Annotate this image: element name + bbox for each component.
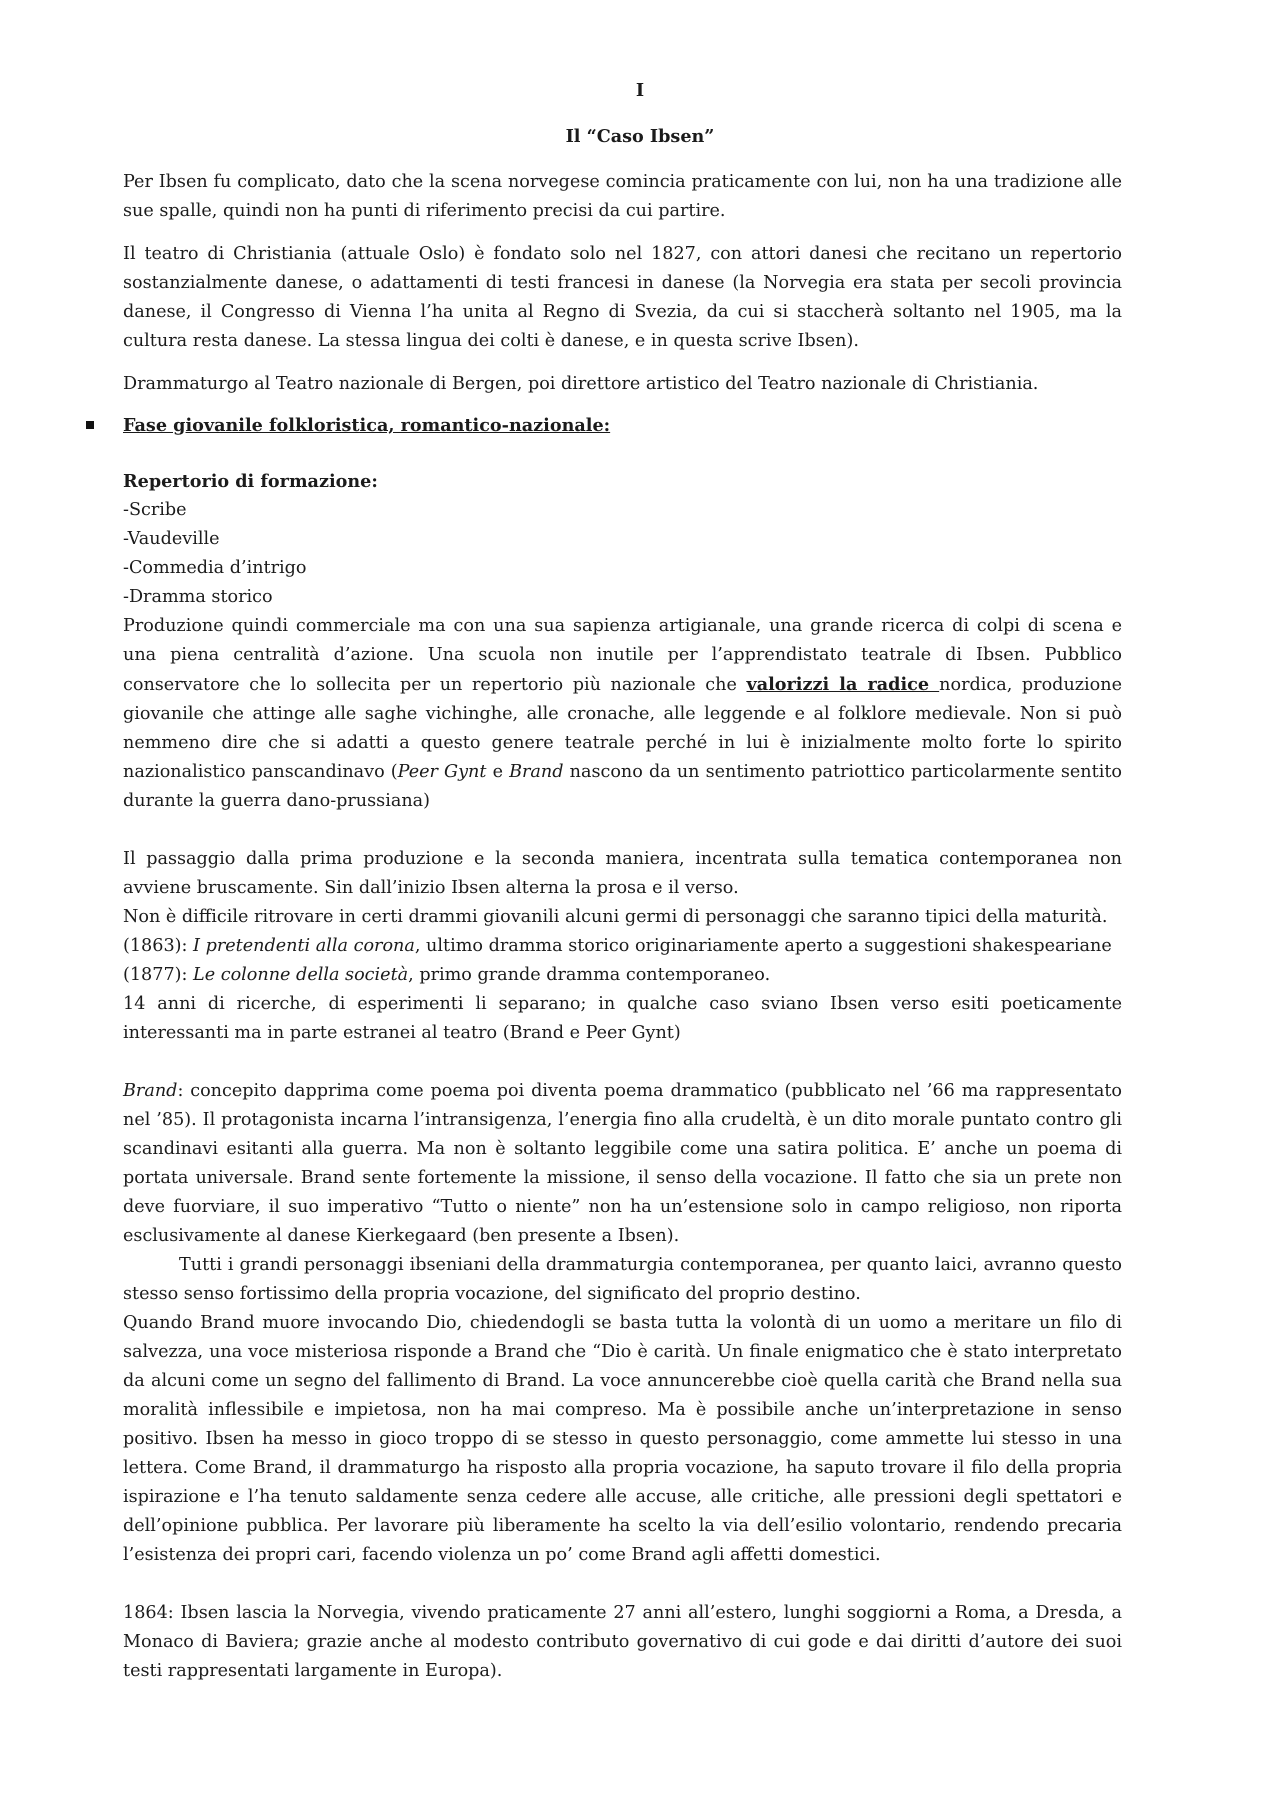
- brand-paragraph-3: Quando Brand muore invocando Dio, chiedendogli se basta tutta la volontà di un uomo a meritare un filo di salvezza, una voce misteriosa risponde a Brand che “Dio è carità. Un finale enigmatico che è stato interpretato da alcuni come un segno del fallimento di Brand. La voce annuncerebbe cioè quella carità che Brand nella sua moralità inflessibile e impietosa, non ha mai compreso. Ma è possibile anche un’interpretazione in senso positivo. Ibsen ha messo in gioco troppo di se stesso in questo personaggio, come ammette lui stesso in una lettera. Come Brand, il drammaturgo ha risposto alla propria vocazione, ha saputo trovare il filo della propria ispirazione e l’ha tenuto saldamente senza cedere alle accuse, alle critiche, alle pressioni degli spettatori e dell’opinione pubblica. Per lavorare più liberamente ha scelto la via dell’esilio volontario, rendendo precaria l’esistenza dei propri cari, facendo violenza un po’ come Brand agli affetti domestici.: [123, 1313, 1122, 1565]
- section-heading: Fase giovanile folkloristica, romantico-nazionale:: [123, 415, 611, 436]
- produzione-paragraph: [123, 612, 1122, 816]
- timeline-text: , primo grande dramma contemporaneo.: [408, 965, 771, 985]
- timeline-year: (1863):: [123, 936, 194, 956]
- square-bullet-icon: [86, 421, 94, 429]
- repertorio-item: -Dramma storico: [123, 587, 273, 607]
- work-title: Brand: [123, 1081, 178, 1101]
- timeline-line-1863: [123, 932, 1122, 961]
- work-title: Le colonne della società: [193, 965, 409, 985]
- produzione-emphasis: valorizzi la radice: [746, 674, 940, 695]
- timeline-text: , ultimo dramma storico originariamente aperto a suggestioni shakespeariane: [414, 936, 1112, 956]
- repertorio-heading: Repertorio di formazione:: [123, 471, 378, 492]
- passaggio-paragraph-2: Non è difficile ritrovare in certi drammi giovanili alcuni germi di personaggi che saranno tipici della maturità.: [123, 907, 1108, 927]
- chapter-number: I: [635, 80, 645, 101]
- repertorio-item: -Vaudeville: [123, 529, 220, 549]
- produzione-text: nascono da un sentimento patriottico particolarmente sentito durante la guerra dano-prussiana): [123, 762, 1122, 811]
- brand-text: : concepito dapprima come poema poi diventa poema drammatico (pubblicato nel ’66 ma rappresentato nel ’85). Il protagonista incarna l’intransigenza, l’energia fino alla crudeltà, è un dito morale puntato contro gli scandinavi esitanti alla guerra. Ma non è soltanto leggibile come una satira politica. E’ anche un poema di portata universale. Brand sente fortemente la missione, il senso della vocazione. Il fatto che sia un prete non deve fuorviare, il suo imperativo “Tutto o niente” non ha un’estensione solo in campo religioso, non riporta esclusivamente al danese Kierkegaard (ben presente a Ibsen).: [123, 1081, 1122, 1246]
- intro-paragraph-3: Drammaturgo al Teatro nazionale di Bergen, poi direttore artistico del Teatro nazionale di Christiania.: [123, 374, 1039, 394]
- brand-paragraph-1: [123, 1077, 1122, 1251]
- esilio-paragraph: 1864: Ibsen lascia la Norvegia, vivendo praticamente 27 anni all’estero, lunghi soggiorni a Roma, a Dresda, a Monaco di Baviera; grazie anche al modesto contributo governativo di cui gode e dai diritti d’autore dei suoi testi rappresentati largamente in Europa).: [123, 1603, 1122, 1681]
- repertorio-item: -Commedia d’intrigo: [123, 558, 307, 578]
- produzione-text: nordica, produzione giovanile che attinge alle saghe vichinghe, alle cronache, alle leggende e al folklore medievale. Non si può nemmeno dire che si adatti a questo genere teatrale perché in lui è inizialmente molto forte lo spirito nazionalistico panscandinavo (: [123, 675, 1123, 782]
- repertorio-item: -Scribe: [123, 500, 187, 520]
- work-title: Peer Gynt: [397, 762, 487, 782]
- brand-paragraph-2: Tutti i grandi personaggi ibseniani della drammaturgia contemporanea, per quanto laici, avranno questo stesso senso fortissimo della propria vocazione, del significato del proprio destino.: [123, 1255, 1122, 1304]
- timeline-line-1877: [123, 961, 1122, 990]
- document-body: [123, 168, 1122, 1686]
- passaggio-paragraph: Il passaggio dalla prima produzione e la seconda maniera, incentrata sulla tematica contemporanea non avviene bruscamente. Sin dall’inizio Ibsen alterna la prosa e il verso.: [123, 849, 1122, 898]
- intro-paragraph-1: Per Ibsen fu complicato, dato che la scena norvegese comincia praticamente con lui, non ha una tradizione alle sue spalle, quindi non ha punti di riferimento precisi da cui partire.: [123, 172, 1122, 221]
- passaggio-paragraph-3: 14 anni di ricerche, di esperimenti li separano; in qualche caso sviano Ibsen verso esiti poeticamente interessanti ma in parte estranei al teatro (Brand e Peer Gynt): [123, 994, 1122, 1043]
- timeline-year: (1877):: [123, 965, 194, 985]
- section-fase-giovanile: [123, 411, 1122, 1686]
- intro-paragraph-2: Il teatro di Christiania (attuale Oslo) è fondato solo nel 1827, con attori danesi che recitano un repertorio sostanzialmente danese, o adattamenti di testi francesi in danese (la Norvegia era stata per secoli provincia danese, il Congresso di Vienna l’ha unita al Regno di Svezia, da cui si staccherà soltanto nel 1905, ma la cultura resta danese. La stessa lingua dei colti è danese, e in questa scrive Ibsen).: [123, 244, 1122, 351]
- chapter-title: Il “Caso Ibsen”: [565, 126, 715, 147]
- work-title: I pretendenti alla corona: [193, 936, 415, 956]
- produzione-text: Produzione quindi commerciale ma con una sua sapienza artigianale, una grande ricerca di colpi di scena e una piena centralità d’azione. Una scuola non inutile per l’apprendistato teatrale di Ibsen. Pubblico conservatore che lo sollecita per un repertorio più nazionale che: [123, 616, 1122, 695]
- work-title: Brand: [509, 762, 564, 782]
- produzione-text: e: [486, 762, 510, 782]
